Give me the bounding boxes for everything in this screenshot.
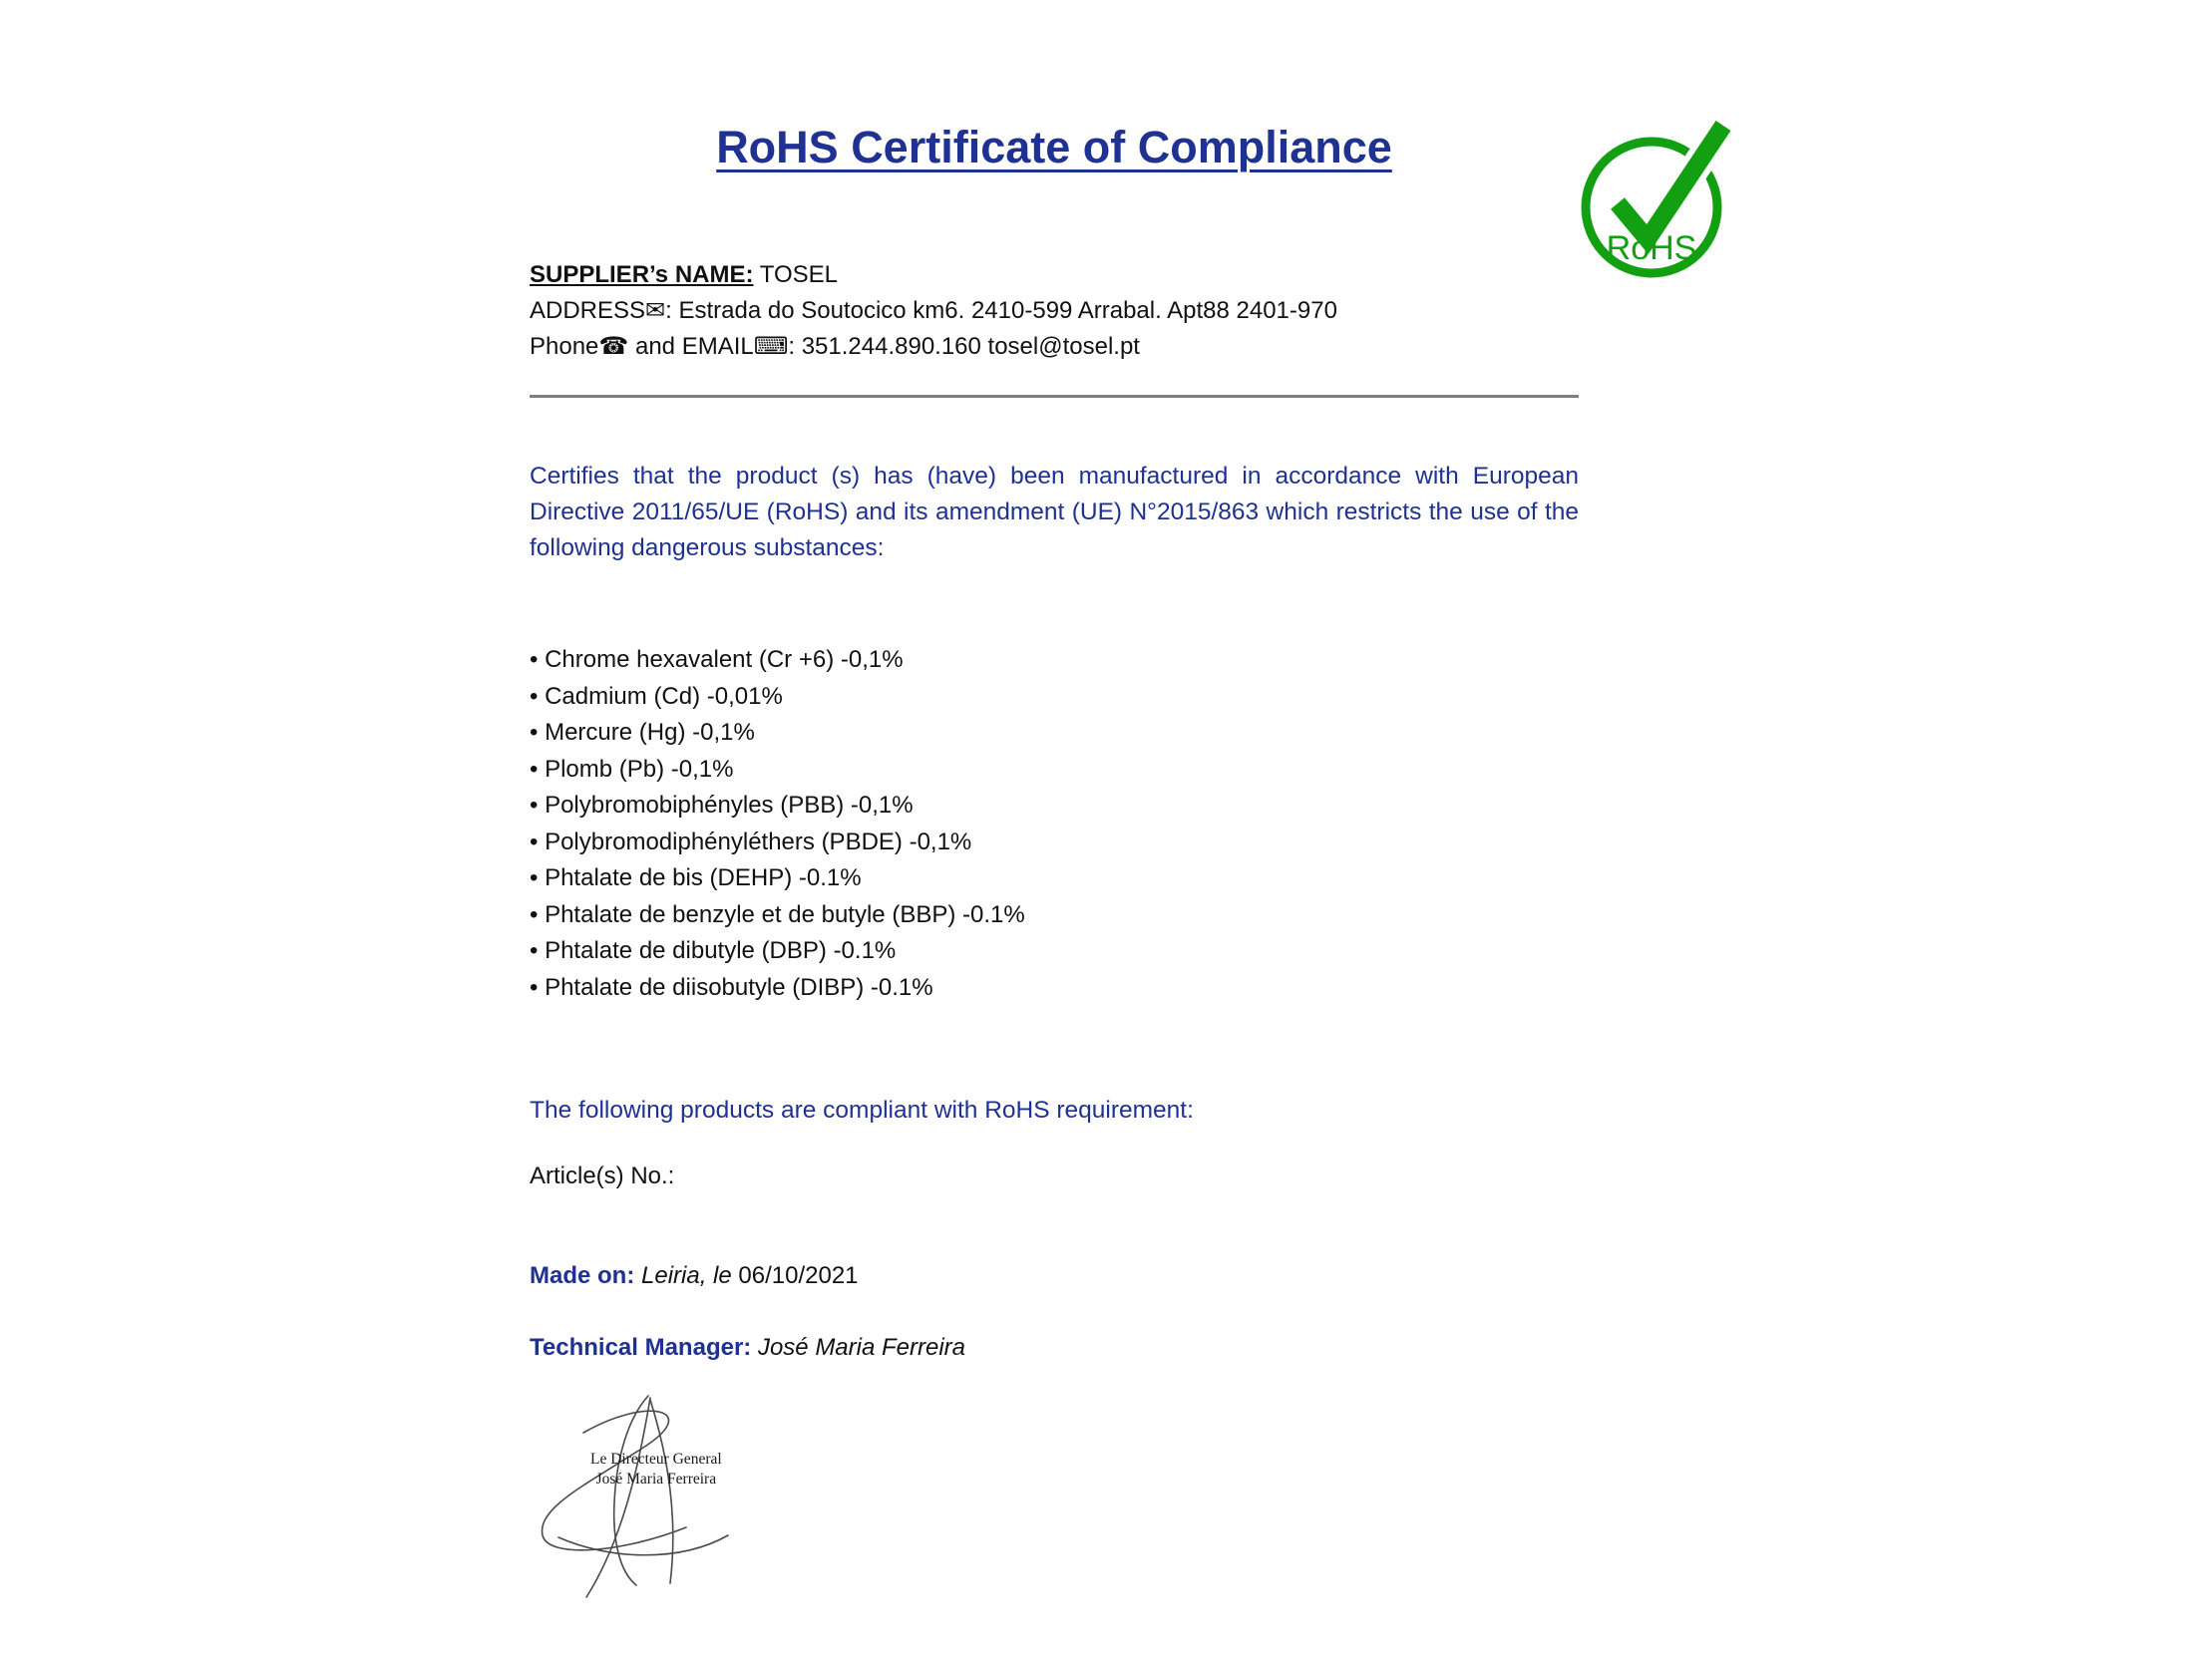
made-on-label: Made on:	[530, 1262, 635, 1289]
signature-caption-line1: Le Directeur General	[590, 1451, 722, 1468]
substances-list	[530, 642, 1579, 1006]
supplier-name-label: SUPPLIER’s NAME:	[530, 261, 754, 288]
phone-label: Phone	[530, 333, 599, 360]
substance-item: • Mercure (Hg) -0,1%	[530, 715, 1579, 752]
phone-email-value: : 351.244.890.160 tosel@tosel.pt	[788, 333, 1140, 360]
substance-item: • Plomb (Pb) -0,1%	[530, 752, 1579, 789]
phone-icon: ☎	[598, 333, 629, 360]
made-on-date: 06/10/2021	[738, 1262, 859, 1289]
technical-manager-label: Technical Manager:	[530, 1334, 752, 1361]
page-title: RoHS Certificate of Compliance	[716, 122, 1392, 172]
technical-manager-name: José Maria Ferreira	[751, 1334, 966, 1361]
articles-label: Article(s) No.:	[530, 1162, 675, 1189]
substance-item: • Polybromodiphényléthers (PBDE) -0,1%	[530, 825, 1579, 861]
made-on-place: Leiria, le	[634, 1262, 739, 1289]
substance-item: • Phtalate de bis (DEHP) -0.1%	[530, 860, 1579, 897]
substance-item: • Phtalate de dibutyle (DBP) -0.1%	[530, 933, 1579, 970]
certification-paragraph: Certifies that the product (s) has (have) been manufactured in accordance with European Directive 2011/65/UE (RoHS) and its amendment (UE) N°2015/863 which restricts the use of the following dangerous substances:	[530, 463, 1579, 561]
substance-item: • Chrome hexavalent (Cr +6) -0,1%	[530, 642, 1579, 679]
rohs-logo-label: RoHS	[1606, 229, 1697, 267]
supplier-name-value: TOSEL	[753, 261, 838, 288]
signature-icon	[529, 1388, 828, 1627]
signature-caption	[590, 1450, 722, 1490]
rohs-check-icon	[1574, 108, 1733, 282]
address-label: ADDRESS	[530, 297, 646, 324]
signature-caption-line2: José Maria Ferreira	[595, 1471, 717, 1488]
compliance-statement: The following products are compliant with RoHS requirement:	[530, 1097, 1194, 1124]
envelope-icon: ✉	[645, 297, 666, 324]
phone-mid-label: and EMAIL	[628, 333, 754, 360]
supplier-phone-line	[530, 329, 1579, 365]
substance-item: • Phtalate de benzyle et de butyle (BBP) -0.1%	[530, 897, 1579, 934]
substance-item: • Cadmium (Cd) -0,01%	[530, 679, 1579, 716]
computer-icon: ⌨	[753, 333, 789, 360]
divider-line	[530, 395, 1579, 398]
supplier-block	[530, 257, 1579, 365]
address-value: : Estrada do Soutocico km6. 2410-599 Arrabal. Apt88 2401-970	[665, 297, 1337, 324]
substance-item: • Polybromobiphényles (PBB) -0,1%	[530, 788, 1579, 825]
signature-block	[529, 1388, 828, 1627]
substance-item: • Phtalate de diisobutyle (DIBP) -0.1%	[530, 970, 1579, 1007]
technical-manager-line	[530, 1334, 1579, 1362]
made-on-line	[530, 1262, 1579, 1290]
rohs-logo	[1574, 108, 1733, 282]
supplier-address-line	[530, 293, 1579, 329]
supplier-name-line	[530, 257, 1579, 293]
